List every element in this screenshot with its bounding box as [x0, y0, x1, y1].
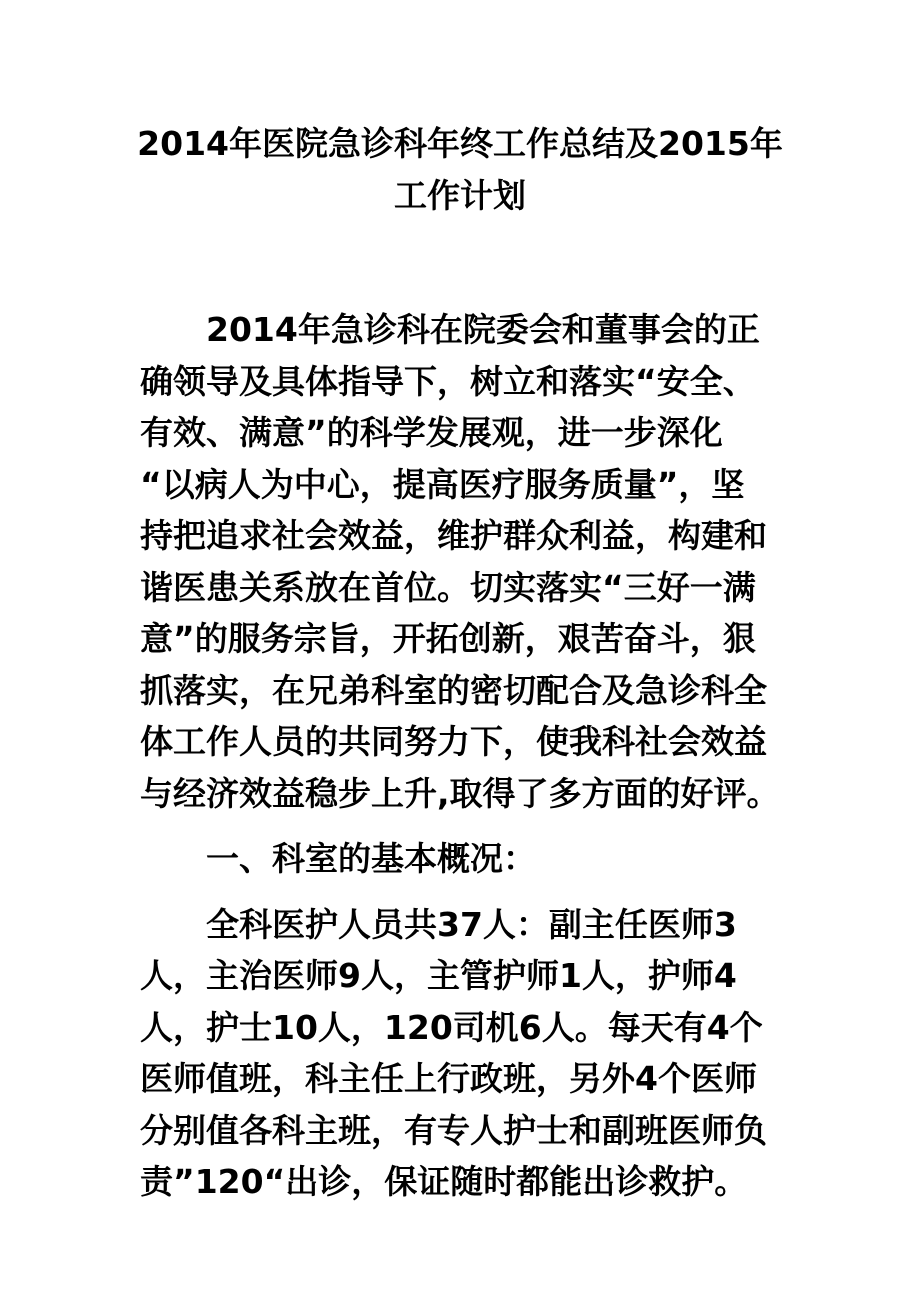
paragraph-line: 体工作人员的共同努力下，使我科社会效益: [140, 722, 767, 761]
title-line: 工作计划: [394, 176, 526, 215]
paragraph-line: 责”120“出诊，保证随时都能出诊救护。: [140, 1162, 748, 1201]
paragraph-line: 有效、满意”的科学发展观，进一步深化: [140, 413, 723, 452]
section-heading: 一、科室的基本概况：: [206, 839, 536, 878]
title-line: 2014年医院急诊科年终工作总结及2015年: [137, 124, 783, 163]
paragraph-line: 2014年急诊科在院委会和董事会的正: [206, 310, 760, 349]
paragraph-line: 人，护士10人，120司机6人。每天有4个: [140, 1007, 763, 1047]
paragraph-line: “以病人为中心，提高医疗服务质量”，坚: [140, 464, 745, 504]
document-body: [140, 304, 800, 1208]
paragraph-line: 意”的服务宗旨，开拓创新，艰苦奋斗，狠: [140, 619, 756, 658]
paragraph-line: 医师值班，科主任上行政班，另外4个医师: [140, 1059, 757, 1098]
paragraph-line: 分别值各科主班，有专人护士和副班医师负: [140, 1110, 767, 1150]
paragraph-line: 全科医护人员共37人：副主任医师3: [206, 904, 737, 944]
paragraph-intro: [140, 304, 800, 819]
paragraph-line: 持把追求社会效益，维护群众利益，构建和: [140, 516, 767, 555]
paragraph-line: 人，主治医师9人，主管护师1人，护师4: [140, 956, 737, 995]
paragraph-overview: [140, 899, 800, 1208]
paragraph-line: 确领导及具体指导下，树立和落实“安全、: [140, 361, 756, 401]
paragraph-line: 抓落实，在兄弟科室的密切配合及急诊科全: [140, 670, 767, 710]
paragraph-line: 谐医患关系放在首位。切实落实“三好一满: [140, 567, 756, 607]
document-title: [110, 118, 810, 222]
paragraph-line: 与经济效益稳步上升,取得了多方面的好评。: [140, 773, 780, 813]
